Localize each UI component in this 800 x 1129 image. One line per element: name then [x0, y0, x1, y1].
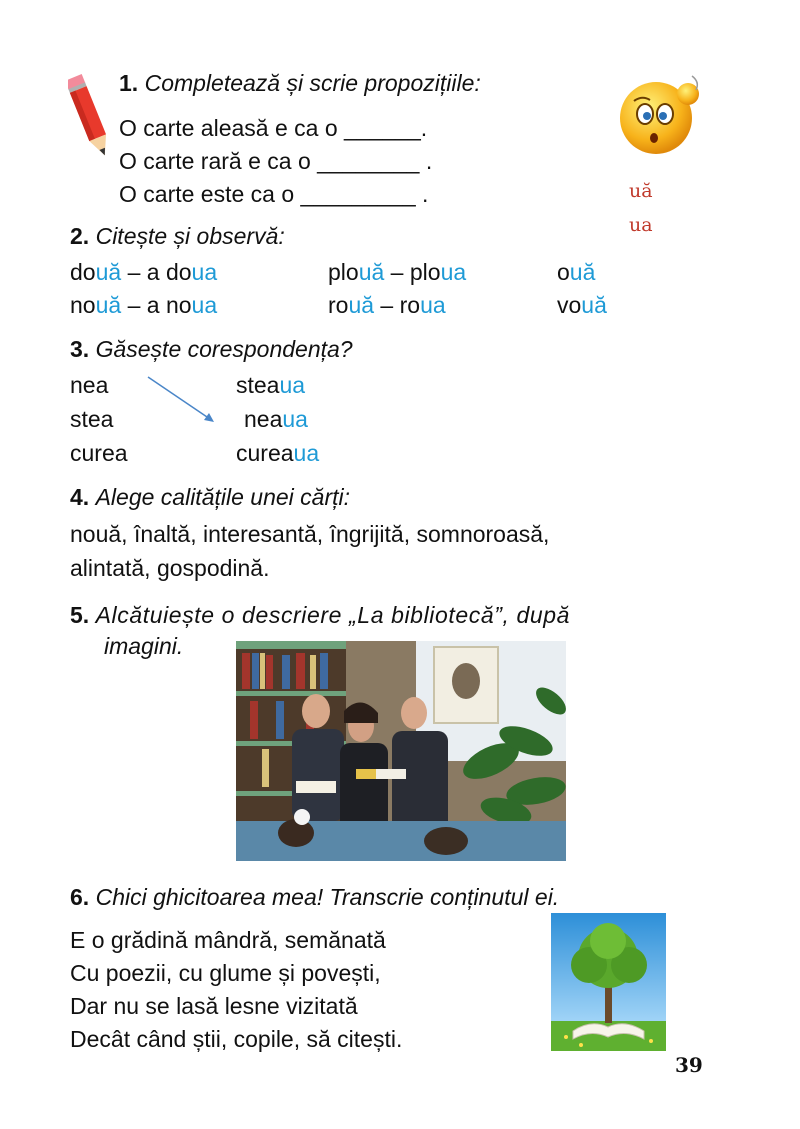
ex4-line-1: nouă, înaltă, interesantă, îngrijită, somnoroasă,: [70, 521, 550, 547]
ex2-row2-word1: nouă – a noua: [70, 292, 218, 318]
ex1-heading: [119, 69, 481, 97]
ex3-heading: [70, 335, 353, 363]
poem-line-1: E o grădină mândră, semănată: [70, 927, 386, 953]
poem-line-2: Cu poezii, cu glume și povești,: [70, 960, 381, 986]
ex2-title: Citește și observă:: [95, 223, 285, 249]
ex3-number: 3.: [70, 336, 90, 362]
ex1-line-3: O carte este ca o _________ .: [119, 181, 429, 207]
ex2-row1-word3: ouă: [557, 259, 596, 285]
matching-arrow: [146, 374, 218, 426]
page-number: 39: [675, 1053, 703, 1077]
ex1-line-1: O carte aleasă e ca o ______.: [119, 115, 428, 141]
ex5-title-line2: imagini.: [104, 633, 184, 659]
ex2-row2-word2: rouă – roua: [328, 292, 446, 318]
ex3-right-1: steaua: [236, 372, 306, 398]
ex1-number: 1.: [119, 70, 139, 96]
ex6-heading: [70, 883, 559, 911]
side-label-ua-breve: uă: [629, 180, 653, 202]
side-label-ua: ua: [629, 214, 653, 236]
ex4-title: Alege calitățile unei cărți:: [95, 484, 350, 510]
ex3-title: Găsește corespondența?: [95, 336, 353, 362]
ex1-line-2: O carte rară e ca o ________ .: [119, 148, 433, 174]
ex2-row1-word1: două – a doua: [70, 259, 218, 285]
ex2-heading: [70, 222, 285, 250]
ex5-title-line2-wrap: [104, 632, 183, 660]
poem-line-4: Decât când știi, copile, să citești.: [70, 1026, 403, 1052]
ex4-number: 4.: [70, 484, 90, 510]
ex3-right-2: neaua: [244, 406, 308, 432]
ex3-left-1: nea: [70, 372, 109, 398]
library-photo: [236, 641, 566, 861]
poem-line-3: Dar nu se lasă lesne vizitată: [70, 993, 358, 1019]
thinking-face-icon: [612, 68, 704, 160]
ex5-heading: [70, 601, 570, 629]
ex5-title-line1: Alcătuiește o descriere „La bibliotecă”, după: [95, 602, 571, 628]
ex3-right-3: cureaua: [236, 440, 320, 466]
ex2-row1-word2: plouă – ploua: [328, 259, 467, 285]
ex4-heading: [70, 483, 350, 511]
ex3-left-2: stea: [70, 406, 114, 432]
tree-book-image: [551, 913, 666, 1051]
ex1-title: Completează și scrie propozițiile:: [144, 70, 481, 96]
ex2-row2-word3: vouă: [557, 292, 607, 318]
ex3-left-3: curea: [70, 440, 128, 466]
ex6-title: Chici ghicitoarea mea! Transcrie conținutul ei.: [95, 884, 560, 910]
ex5-number: 5.: [70, 602, 90, 628]
pencil-icon: [68, 68, 112, 164]
ex2-number: 2.: [70, 223, 90, 249]
ex6-number: 6.: [70, 884, 90, 910]
ex4-line-2: alintată, gospodină.: [70, 555, 270, 581]
